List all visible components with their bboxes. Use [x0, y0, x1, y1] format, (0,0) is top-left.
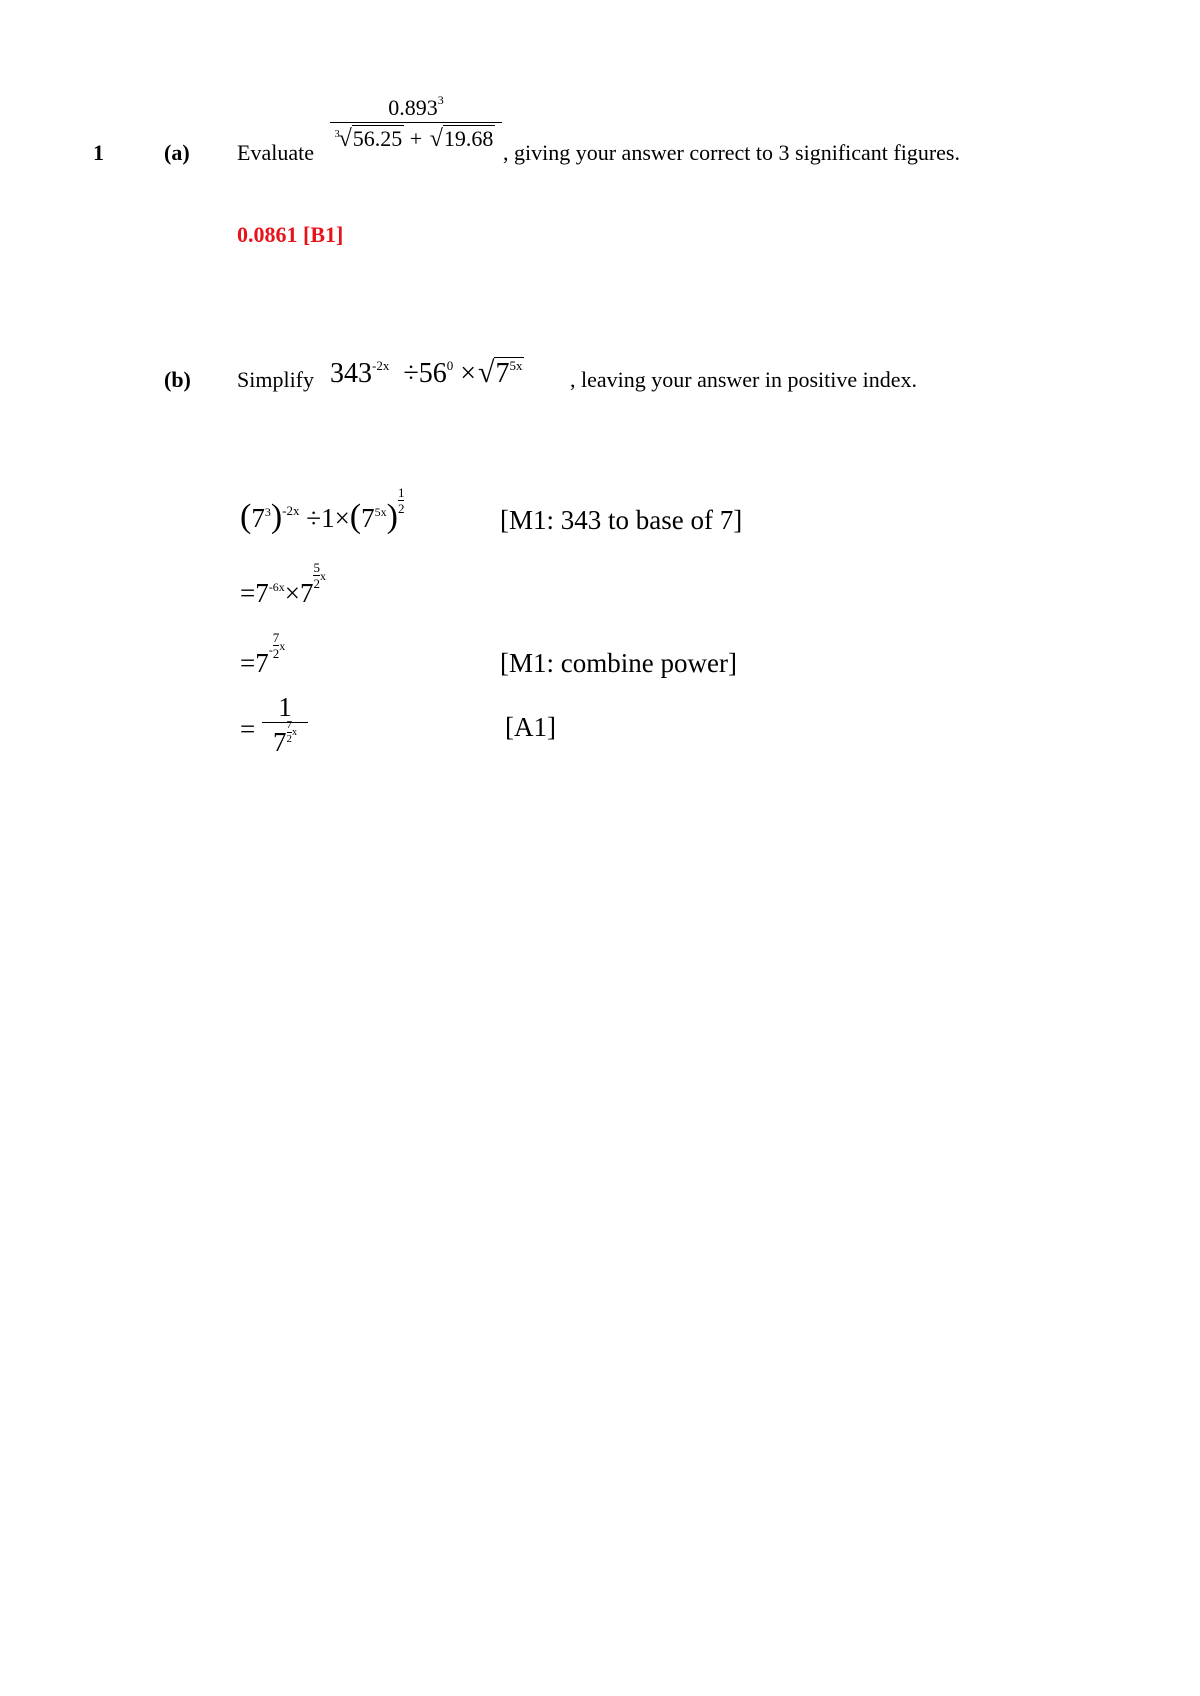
part-a-denominator: 3 √56.25 + √19.68	[334, 126, 494, 152]
working-note-3: [A1]	[505, 712, 556, 742]
part-b-prompt-end: , leaving your answer in positive index.	[570, 367, 918, 392]
part-b-label: (b)	[164, 367, 191, 392]
question-number: 1	[93, 140, 104, 165]
part-b-prompt-start: Simplify	[237, 367, 315, 392]
working-line-3: =7- $\frac{7}{2}$ $^x$	[240, 630, 286, 678]
cube-root: 3 √56.25	[334, 126, 403, 152]
working-line-2: $=7^{-6x}\times 7$ $\frac{5}{2}$ $^x$	[240, 560, 326, 608]
square-root: √19.68	[429, 126, 494, 152]
part-b-expression: $343^{-2x} \div 56^0 \times√7^{5x}$	[330, 356, 523, 389]
working-line-4-fraction: 1 7 $\frac{7}{2}$ $^x$	[262, 692, 308, 757]
part-a-prompt-end: , giving your answer correct to 3 significant figures.	[503, 140, 960, 165]
working-line-4-equals: =	[240, 714, 256, 744]
part-a-numerator: 0.893$^3$	[388, 93, 444, 120]
working-note-1: [M1: 343 to base of 7]	[500, 505, 743, 535]
part-a-label: (a)	[164, 140, 190, 165]
part-a-prompt-start: Evaluate	[237, 140, 314, 165]
part-a-answer: 0.0861 [B1]	[237, 222, 344, 247]
working-note-2: [M1: combine power]	[500, 648, 737, 678]
working-line-1: $(7^3)^{-2x} \div 1\times(7^{5x})$ $\frac{1}{2}$	[240, 485, 405, 535]
part-a-fraction	[330, 94, 502, 153]
part-a-fraction-bar	[330, 122, 502, 123]
